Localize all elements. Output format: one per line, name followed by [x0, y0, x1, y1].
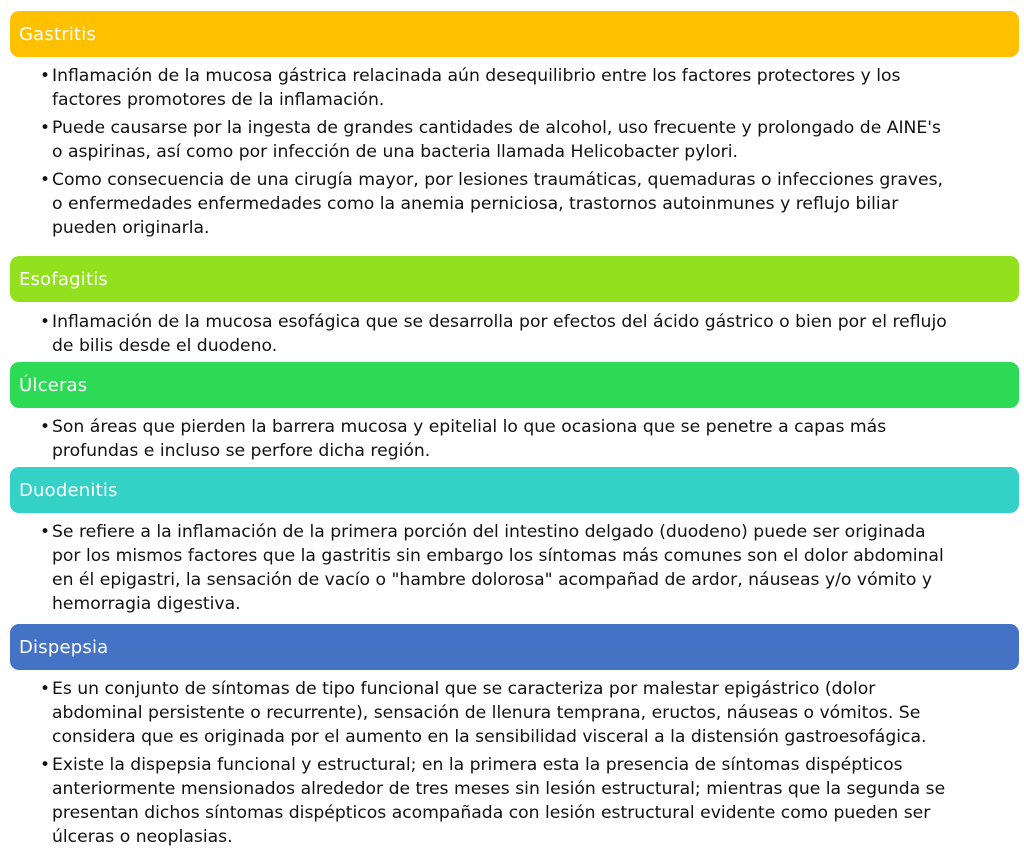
list-item: • Se refiere a la inflamación de la primera porción del intestino delgado (duodeno) puede ser originada por los mismos factores que la gastritis sin embargo los síntomas más comunes son el dolor abdominal en él epigastri, la sensación de vacío o "hambre dolorosa" acompañad de ardor, náuseas y/o vómito y hemorragia digestiva. [40, 520, 1018, 616]
section-header-dispepsia [10, 624, 1019, 670]
list-item: • Puede causarse por la ingesta de grandes cantidades de alcohol, uso frecuente y prolongado de AINE's o aspirinas, así como por infección de una bacteria llamada Helicobacter pylori. [40, 116, 1018, 164]
list-item: • Son áreas que pierden la barrera mucosa y epitelial lo que ocasiona que se penetre a capas más profundas e incluso se perfore dicha región. [40, 415, 1018, 463]
section-body-duodenitis [40, 520, 1018, 620]
section-title-esofagitis: Esofagitis [19, 268, 108, 290]
section-title-dispepsia: Dispepsia [19, 636, 109, 658]
list-item: • Como consecuencia de una cirugía mayor, por lesiones traumáticas, quemaduras o infecciones graves, o enfermedades enfermedades como la anemia perniciosa, trastornos autoinmunes y reflujo biliar pueden originarla. [40, 168, 1018, 240]
section-header-gastritis [10, 11, 1019, 57]
list-item: • Es un conjunto de síntomas de tipo funcional que se caracteriza por malestar epigástrico (dolor abdominal persistente o recurrente), sensación de llenura temprana, eructos, náuseas o vómitos. Se considera que es originada por el aumento en la sensibilidad visceral a la distensión gastroesofágica. [40, 677, 1018, 749]
section-header-duodenitis [10, 467, 1019, 513]
list-item: • Inflamación de la mucosa esofágica que se desarrolla por efectos del ácido gástrico o bien por el reflujo de bilis desde el duodeno. [40, 310, 1018, 358]
list-item: • Existe la dispepsia funcional y estructural; en la primera esta la presencia de síntomas dispépticos anteriormente mensionados alrededor de tres meses sin lesión estructural; mientras que la segunda se presentan dichos síntomas dispépticos acompañada con lesión estructural evidente como pueden ser úlceras o neoplasias. [40, 753, 1018, 849]
section-header-esofagitis [10, 256, 1019, 302]
list-item: • Inflamación de la mucosa gástrica relacinada aún desequilibrio entre los factores protectores y los factores promotores de la inflamación. [40, 64, 1018, 112]
section-title-duodenitis: Duodenitis [19, 479, 118, 501]
section-title-gastritis: Gastritis [19, 23, 97, 45]
section-body-esofagitis [40, 310, 1018, 362]
section-body-dispepsia [40, 677, 1018, 853]
section-title-ulceras: Úlceras [19, 374, 88, 396]
section-body-ulceras [40, 415, 1018, 467]
section-header-ulceras [10, 362, 1019, 408]
section-body-gastritis [40, 64, 1018, 244]
